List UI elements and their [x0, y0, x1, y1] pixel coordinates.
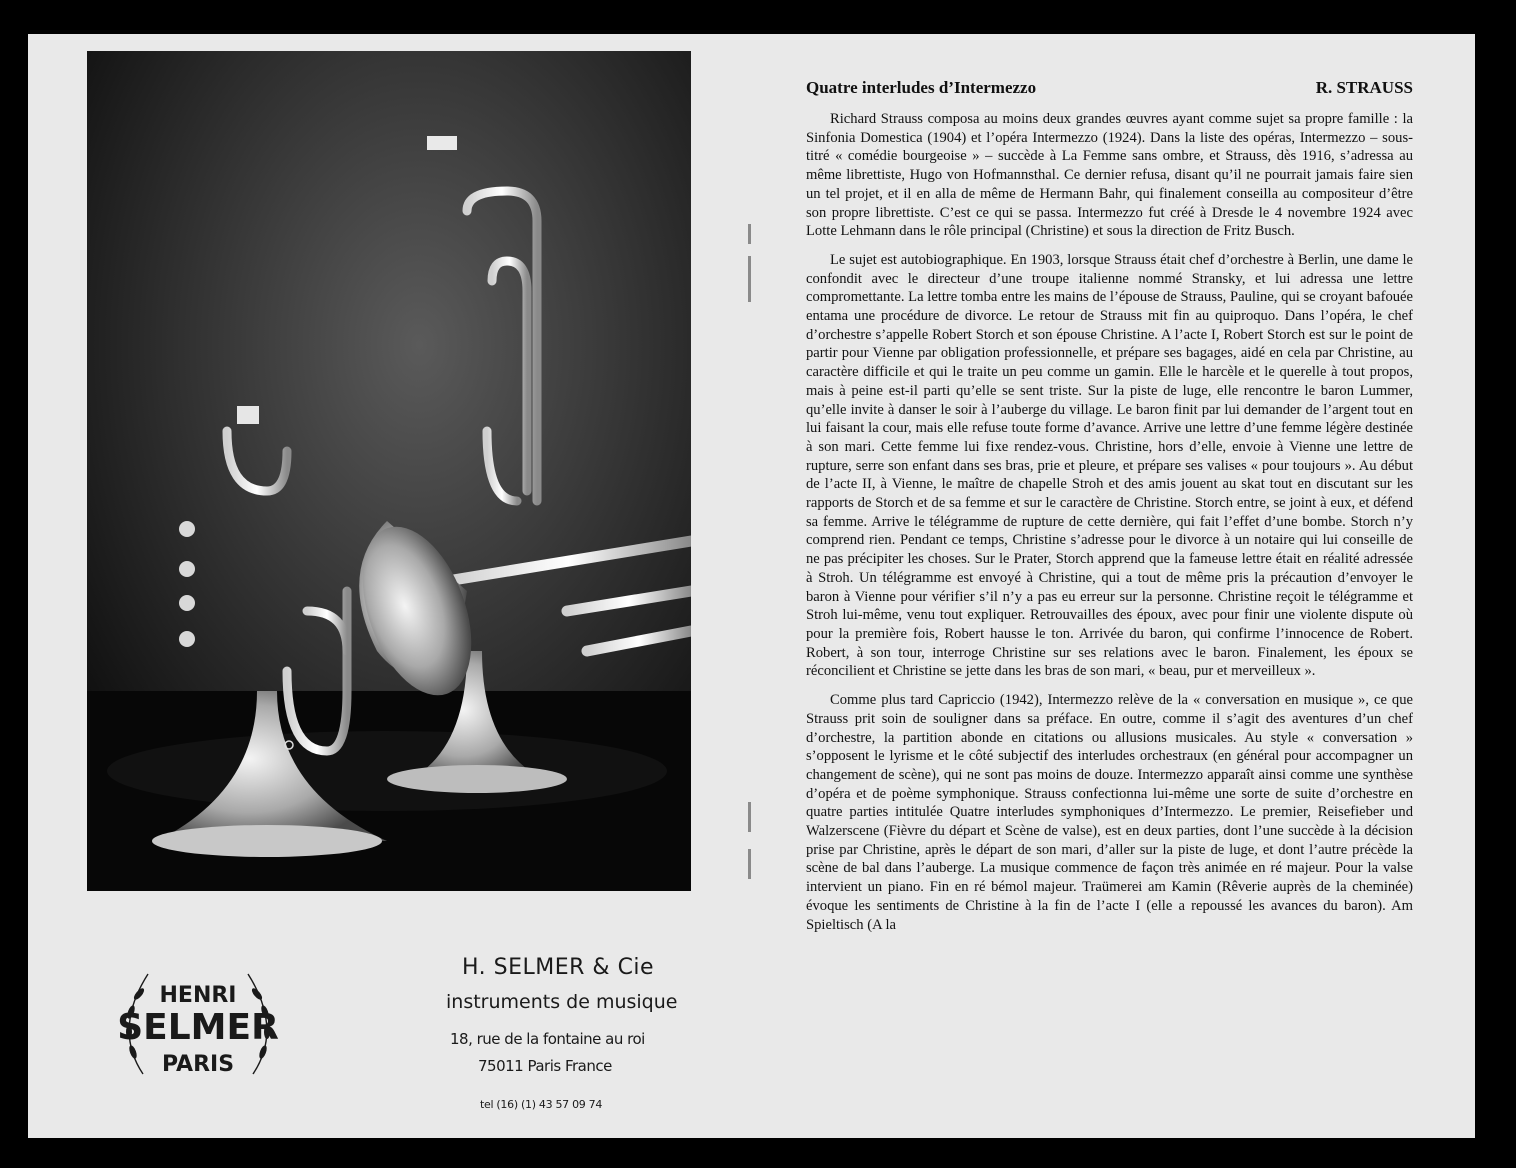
laurel-wreath-icon	[103, 954, 293, 1104]
paragraph-3: Comme plus tard Capriccio (1942), Intermezzo relève de la « conversation en musique », ce que Strauss prit soin de souligner dans sa préface. En outre, comme il s’agit des aventures d’un chef d’orchestre, la partition abonde en citations ou allusions musicales. Au style « conversation » s’opposent le lyrisme et le côté subjectif des interludes orchestraux (en général pour accompagner un changement de scène), qui ne sont pas moins de douze. Intermezzo apparaît ainsi comme une synthèse d’opéra et de poème symphonique. Strauss confectionna lui-même une sorte de suite d’orchestre en quatre parties intitulée Quatre interludes symphoniques d’Intermezzo. Le premier, Reisefieber und Walzerscene (Fièvre du départ et Scène de valse), est en deux parties, dont l’une succède à la décision prise par Christine, après le départ de son mari, d’aller sur la piste de luge, et dont l’autre précède la scène de bal dans l’auberge. La musique commence de façon très animée en ré majeur. Pour la valse intervient un piano. Fin en ré bémol majeur. Traümerei am Kamin (Rêverie auprès de la cheminée) évoque les sentiments de Christine à la fin de l’acte I (elle a repoussé les avances du baron). Am Spieltisch (A la	[806, 692, 1413, 933]
selmer-address-block	[446, 952, 706, 1111]
trumpets-photo	[87, 51, 691, 891]
binding-staple-top-2	[748, 256, 751, 302]
article-composer: R. STRAUSS	[1315, 78, 1413, 97]
logo-bottom-text: PARIS	[161, 1052, 235, 1077]
binding-staple-bottom	[748, 802, 751, 832]
address-phone: tel (16) (1) 43 57 09 74	[480, 1098, 603, 1111]
address-city: 75011 Paris France	[478, 1057, 612, 1075]
selmer-logo	[103, 954, 293, 1104]
binding-staple-top	[748, 224, 751, 244]
trumpets-icon	[87, 51, 691, 891]
paragraph-1: Richard Strauss composa au moins deux grandes œuvres ayant comme sujet sa propre famille : la Sinfonia Domestica (1904) et l’opéra Intermezzo (1924). Dans la liste des opéras, Intermezzo – sous-titré « comédie bourgeoise » – succède à La Femme sans ombre, et Strauss, dès 1916, s’adressa au même librettiste, Hugo von Hofmannsthal. Ce dernier refusa, disant qu’il ne pourrait jamais faire sien un tel projet, et il en alla de même de Hermann Bahr, qui finalement conseilla au compositeur d’être son propre librettiste. C’est ce qui se passa. Intermezzo fut créé à Dresde le 4 novembre 1924 avec Lotte Lehmann dans le rôle principal (Christine) et sous la direction de Fritz Busch.	[806, 111, 1413, 240]
article-header	[806, 78, 1413, 102]
program-note	[806, 78, 1413, 934]
address-street: 18, rue de la fontaine au roi	[450, 1030, 645, 1048]
logo-top-text: HENRI	[159, 983, 237, 1008]
logo-middle-text: SELMER	[117, 1007, 279, 1048]
article-title: Quatre interludes d’Intermezzo	[806, 78, 1037, 97]
paragraph-2: Le sujet est autobiographique. En 1903, lorsque Strauss était chef d’orchestre à Berlin, une dame le confondit avec le directeur d’une troupe italienne nommé Stransky, et lui adressa une lettre compromettante. La lettre tomba entre les mains de l’épouse de Strauss, Pauline, qui se croyant bafouée entama une procédure de divorce. Le retour de Strauss mit fin au quiproquo. Dans l’opéra, le chef d’orchestre s’appelle Robert Storch et son épouse Christine. A l’acte I, Robert Storch est sur le point de partir pour Vienne par obligation professionnelle, et prépare ses bagages, aidé en cela par Christine, au caractère difficile et qui le traite un peu comme un gamin. Elle le harcèle et le querelle à tout propos, mais à peine est-il parti qu’elle se sent triste. Sur la piste de luge, elle rencontre le baron Lummer, qu’elle invite à danser le soir à l’auberge du village. Le baron finit par lui demander de l’argent tout en lui faisant la cour, mais elle refuse toute forme d’avance. Arrive une lettre d’une femme légère destinée à son mari. Cette femme lui fixe rendez-vous. Christine, hors d’elle, envoie à Vienne une lettre de rupture, serre son enfant dans ses bras, prie et pleure, et prépare ses valises « pour toujours ». Au début de l’acte II, à Vienne, le maître de chapelle Stroh et des amis jouent au skat tout en discutant sur les rapports de Storch et de sa femme et sur le caractère de Christine. Storch entre, se joint à eux, et défend sa femme. Arrive le télégramme de rupture de cette dernière, qui fait l’effet d’une bombe. Storch n’y comprend rien. Pendant ce temps, Christine s’adresse pour le divorce à un notaire qui lui conseille de ne pas précipiter les choses. Sur le Prater, Storch apprend que la fameuse lettre était en réalité adressée à Stroh. Un télégramme est envoyé à Christine, qui a tout de même pris la précaution d’envoyer le baron à Vienne pour vérifier s’il n’y a pas eu erreur sur la personne. Christine reçoit le télégramme et Stroh lui-même, venu tout expliquer. Retrouvailles des époux, avec pour finir une violente dispute où pour la première fois, Robert hausse le ton. Arrivée du baron, qui confirme l’innocence de Robert. Robert, à son tour, interroge Christine sur ses relations avec le baron. Finalement, les époux se réconcilient et Christine se jette dans les bras de son mari, « beau, pur et merveilleux ».	[806, 251, 1413, 680]
booklet-spread	[28, 34, 1475, 1138]
company-subtitle: instruments de musique	[446, 991, 678, 1013]
binding-staple-bottom-2	[748, 849, 751, 879]
company-name: H. SELMER & Cie	[462, 955, 655, 980]
